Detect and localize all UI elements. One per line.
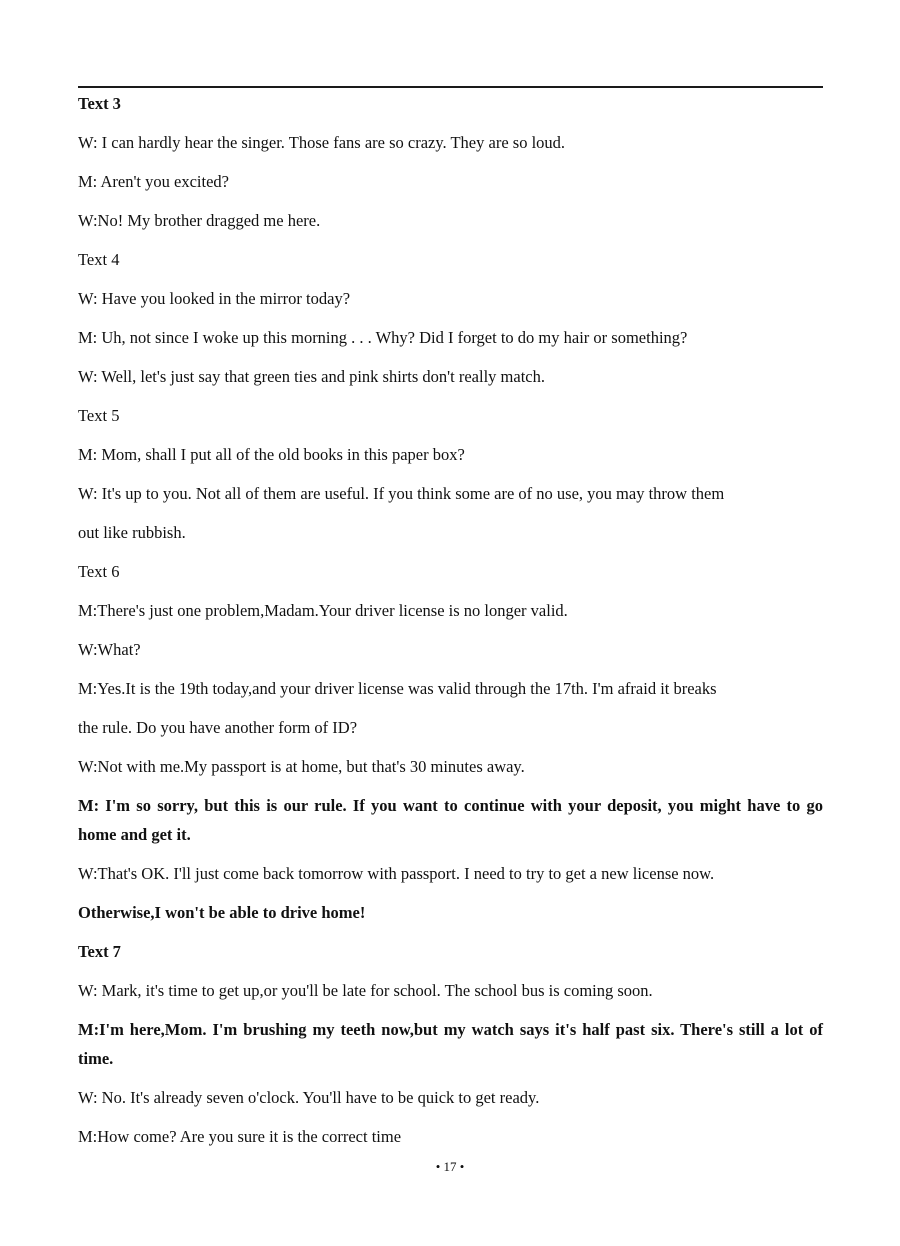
section-heading-text-7: Text 7 — [78, 942, 121, 961]
dialogue-line-continuation: Otherwise,I won't be able to drive home! — [78, 903, 366, 922]
dialogue-line: M: Uh, not since I woke up this morning . . . Why? Did I forget to do my hair or something? — [78, 328, 688, 347]
dialogue-line: W: It's up to you. Not all of them are useful. If you think some are of no use, you may throw them — [78, 484, 725, 503]
dialogue-line: W: Have you looked in the mirror today? — [78, 289, 351, 308]
section-heading-text-6: Text 6 — [78, 562, 120, 581]
dialogue-line: W: Well, let's just say that green ties and pink shirts don't really match. — [78, 367, 545, 386]
dialogue-line: M: Aren't you excited? — [78, 172, 229, 191]
dialogue-line: W:No! My brother dragged me here. — [78, 211, 321, 230]
section-heading-text-3: Text 3 — [78, 94, 121, 113]
dialogue-line: M: I'm so sorry, but this is our rule. If you want to continue with your deposit, you might have to go — [78, 796, 823, 815]
dialogue-line: M:Yes.It is the 19th today,and your driver license was valid through the 17th. I'm afraid it breaks — [78, 679, 717, 698]
page-number: • 17 • — [435, 1159, 465, 1174]
dialogue-line: W:That's OK. I'll just come back tomorrow with passport. I need to try to get a new license now. — [78, 864, 715, 883]
dialogue-line-continuation: home and get it. — [78, 825, 191, 844]
dialogue-line: W: Mark, it's time to get up,or you'll be late for school. The school bus is coming soon. — [78, 981, 653, 1000]
dialogue-line-continuation: time. — [78, 1049, 114, 1068]
dialogue-line: M:There's just one problem,Madam.Your driver license is no longer valid. — [78, 601, 568, 620]
dialogue-line-continuation: the rule. Do you have another form of ID? — [78, 718, 358, 737]
header-rule — [78, 86, 823, 88]
dialogue-line: M:How come? Are you sure it is the correct time — [78, 1127, 402, 1146]
dialogue-line: W: No. It's already seven o'clock. You'll have to be quick to get ready. — [78, 1088, 540, 1107]
dialogue-line: M:I'm here,Mom. I'm brushing my teeth now,but my watch says it's half past six. There's still a lot of — [78, 1020, 823, 1039]
dialogue-line: W: I can hardly hear the singer. Those fans are so crazy. They are so loud. — [78, 133, 566, 152]
dialogue-line: W:What? — [78, 640, 141, 659]
section-heading-text-4: Text 4 — [78, 250, 120, 269]
dialogue-line: W:Not with me.My passport is at home, but that's 30 minutes away. — [78, 757, 525, 776]
dialogue-line: M: Mom, shall I put all of the old books in this paper box? — [78, 445, 465, 464]
dialogue-line-continuation: out like rubbish. — [78, 523, 186, 542]
section-heading-text-5: Text 5 — [78, 406, 120, 425]
